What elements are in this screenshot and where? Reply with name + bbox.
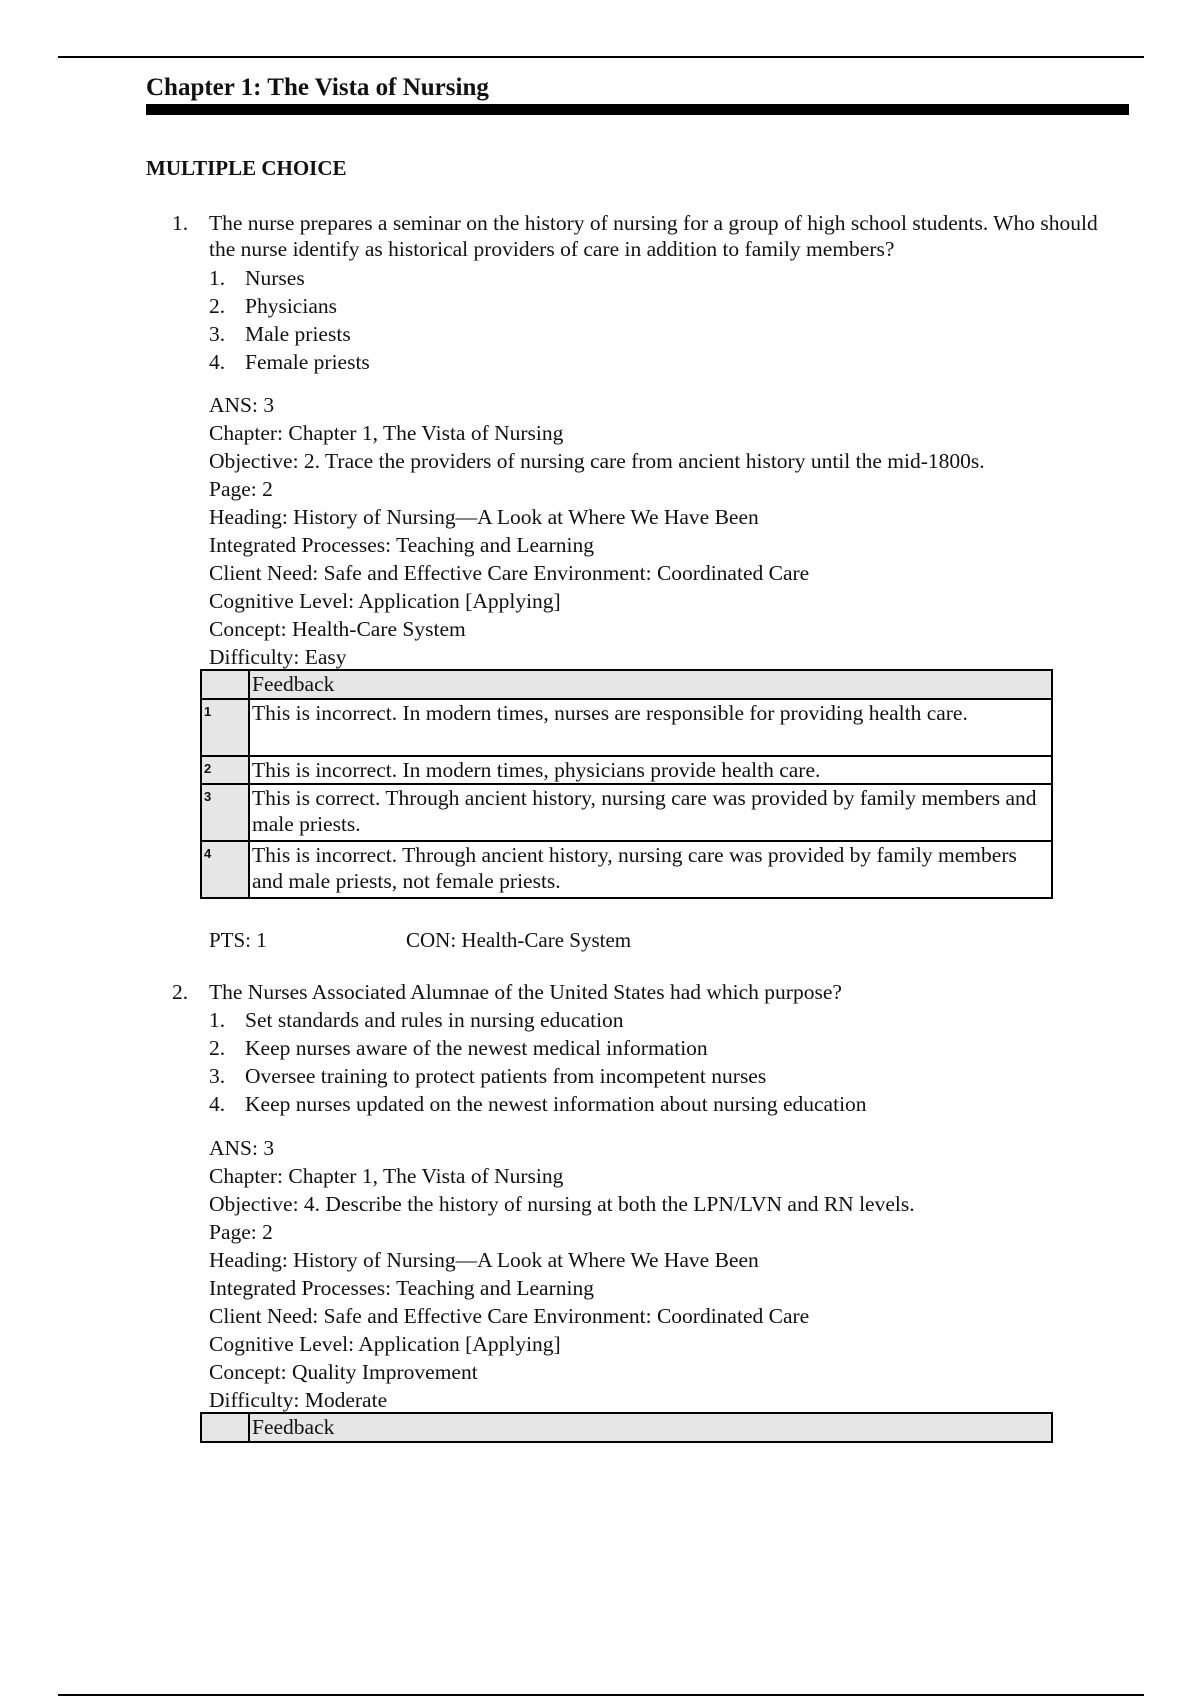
top-rule [58, 56, 1144, 58]
feedback-text: This is incorrect. In modern times, physicians provide health care. [249, 756, 1052, 784]
question-number: 2. [172, 980, 189, 1004]
answer-option [209, 348, 370, 376]
meta-difficulty: Difficulty: Easy [209, 645, 347, 669]
feedback-header-blank [201, 1413, 249, 1442]
feedback-number: 2 [201, 756, 249, 784]
answer-option [209, 1062, 867, 1090]
concept-code: CON: Health-Care System [406, 928, 632, 952]
option-number: 3. [209, 322, 226, 346]
option-text: Keep nurses aware of the newest medical information [245, 1036, 708, 1060]
meta-cognitive-level: Cognitive Level: Application [Applying] [209, 589, 561, 613]
answer-key: ANS: 3 [209, 1136, 275, 1160]
option-text: Male priests [245, 322, 351, 346]
answer-option [209, 292, 370, 320]
meta-cognitive-level: Cognitive Level: Application [Applying] [209, 1332, 561, 1356]
question-metadata [209, 391, 985, 671]
option-number: 1. [209, 1008, 226, 1032]
option-text: Physicians [245, 294, 337, 318]
meta-client-need: Client Need: Safe and Effective Care Environment: Coordinated Care [209, 561, 810, 585]
feedback-header: Feedback [249, 670, 1052, 699]
answer-option [209, 264, 370, 292]
option-text: Nurses [245, 266, 305, 290]
option-number: 4. [209, 350, 226, 374]
section-title: MULTIPLE CHOICE [146, 156, 347, 180]
meta-client-need: Client Need: Safe and Effective Care Environment: Coordinated Care [209, 1304, 810, 1328]
feedback-number: 4 [201, 841, 249, 898]
points-row [209, 926, 632, 954]
answer-option [209, 1006, 867, 1034]
answer-options [209, 1006, 867, 1118]
chapter-title: Chapter 1: The Vista of Nursing [146, 74, 489, 101]
option-text: Oversee training to protect patients from incompetent nurses [245, 1064, 767, 1088]
bottom-rule [58, 1694, 1144, 1696]
meta-integrated-processes: Integrated Processes: Teaching and Learning [209, 1276, 594, 1300]
meta-integrated-processes: Integrated Processes: Teaching and Learning [209, 533, 594, 557]
option-text: Keep nurses updated on the newest information about nursing education [245, 1092, 867, 1116]
answer-option [209, 320, 370, 348]
answer-key: ANS: 3 [209, 393, 275, 417]
feedback-header-blank [201, 670, 249, 699]
title-underline-bar [146, 104, 1129, 115]
option-number: 3. [209, 1064, 226, 1088]
option-number: 4. [209, 1092, 226, 1116]
answer-option [209, 1090, 867, 1118]
option-number: 2. [209, 294, 226, 318]
feedback-row [201, 756, 1052, 784]
feedback-row [201, 699, 1052, 756]
option-text: Set standards and rules in nursing education [245, 1008, 624, 1032]
feedback-text: This is incorrect. Through ancient history, nursing care was provided by family members and male priests, not female priests. [249, 841, 1052, 898]
option-number: 1. [209, 266, 226, 290]
question-stem: The Nurses Associated Alumnae of the United States had which purpose? [209, 980, 842, 1004]
meta-page: Page: 2 [209, 1220, 273, 1244]
meta-chapter: Chapter: Chapter 1, The Vista of Nursing [209, 421, 564, 445]
question-number: 1. [172, 211, 189, 235]
feedback-header-row [201, 670, 1052, 699]
feedback-header: Feedback [249, 1413, 1052, 1442]
feedback-row [201, 784, 1052, 841]
points: PTS: 1 [209, 928, 267, 952]
answer-options [209, 264, 370, 376]
feedback-text: This is incorrect. In modern times, nurses are responsible for providing health care. [249, 699, 1052, 756]
meta-objective: Objective: 2. Trace the providers of nursing care from ancient history until the mid-1800s. [209, 449, 985, 473]
meta-difficulty: Difficulty: Moderate [209, 1388, 388, 1412]
question-metadata [209, 1134, 915, 1414]
feedback-table [200, 1412, 1053, 1443]
meta-concept: Concept: Quality Improvement [209, 1360, 478, 1384]
feedback-row [201, 841, 1052, 898]
option-number: 2. [209, 1036, 226, 1060]
feedback-number: 3 [201, 784, 249, 841]
meta-objective: Objective: 4. Describe the history of nursing at both the LPN/LVN and RN levels. [209, 1192, 915, 1216]
meta-page: Page: 2 [209, 477, 273, 501]
feedback-number: 1 [201, 699, 249, 756]
feedback-table [200, 669, 1053, 899]
answer-option [209, 1034, 867, 1062]
question-stem: The nurse prepares a seminar on the history of nursing for a group of high school students. Who should the nurse identify as historical providers of care in addition to family members? [209, 211, 1098, 261]
meta-heading: Heading: History of Nursing—A Look at Where We Have Been [209, 1248, 759, 1272]
option-text: Female priests [245, 350, 370, 374]
meta-concept: Concept: Health-Care System [209, 617, 466, 641]
meta-heading: Heading: History of Nursing—A Look at Where We Have Been [209, 505, 759, 529]
feedback-header-row [201, 1413, 1052, 1442]
meta-chapter: Chapter: Chapter 1, The Vista of Nursing [209, 1164, 564, 1188]
feedback-text: This is correct. Through ancient history, nursing care was provided by family members and male priests. [249, 784, 1052, 841]
